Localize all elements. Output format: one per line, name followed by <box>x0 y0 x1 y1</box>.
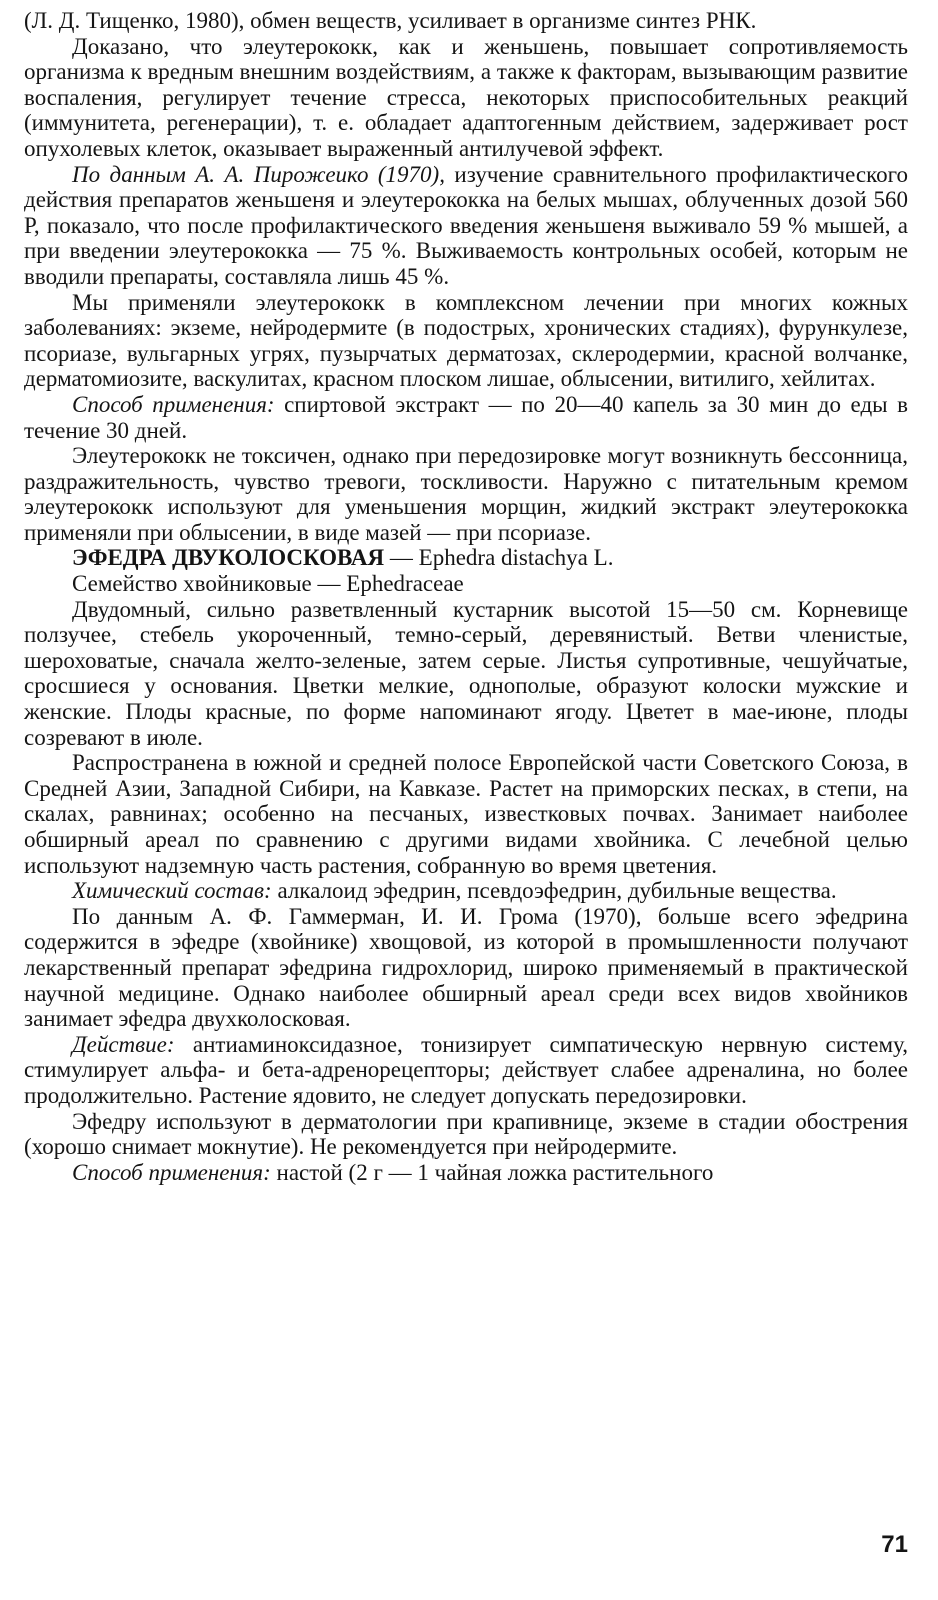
paragraph-usage-eleuthero <box>24 392 908 443</box>
section-heading <box>24 545 908 571</box>
family-line: Семейство хвойниковые — Ephedraceae <box>72 571 464 597</box>
usage-label: Способ применения: <box>72 1159 271 1185</box>
usage-label: Способ применения: <box>72 391 275 417</box>
paragraph-chemistry <box>24 878 908 904</box>
action-label: Действие: <box>72 1031 175 1057</box>
paragraph-text: антиаминоксидазное, тонизирует симпатическую нервную систему, стимулирует альфа- и бета-адренорецепторы; действует слабее адреналина, но более продолжительно. Растение ядовито, не следует допускать передозировки. <box>24 1031 908 1108</box>
paragraph-text: алкалоид эфедрин, псевдоэфедрин, дубильные вещества. <box>271 878 837 904</box>
paragraph-adaptogen: Доказано, что элеутерококк, как и женьшень, повышает сопротивляемость организма к вредным внешним воздействиям, а также к факторам, вызывающим развитие воспаления, регулирует течение стресса, некоторых приспособительных реакций (иммунитета, регенерации), т. е. обладает адаптогенным действием, задерживает рост опухолевых клеток, оказывает выраженный антилучевой эффект. <box>24 33 908 161</box>
heading-separator: — <box>384 545 419 571</box>
chemistry-label: Химический состав: <box>72 878 272 904</box>
paragraph-distribution: Распространена в южной и средней полосе Европейской части Советского Союза, в Средней Азии, Западной Сибири, на Кавказе. Растет на приморских песках, в степи, на скалах, равнинах; особенно на песчаных, известковых почвах. Занимает наиболее обширный ареал по сравнению с другими видами хвойника. С лечебной целью используют надземную часть растения, собранную во время цветения. <box>24 750 908 878</box>
heading-latin-name: Ephedra distachya L. <box>418 545 614 571</box>
paragraph-dermatology: Эфедру используют в дерматологии при крапивнице, экземе в стадии обострения (хорошо снимает мокнутие). Не рекомендуется при нейродермите. <box>24 1108 908 1160</box>
paragraph-radiation-study <box>24 162 908 290</box>
paragraph-ephedrine: По данным А. Ф. Гаммерман, И. И. Грома (1970), больше всего эфедрина содержится в эфедре (хвойнике) хвощовой, из которой в промышленности получают лекарственный препарат эфедрина гидрохлорид, широко применяемый в практической научной медицине. Однако наиболее обширный ареал среди всех видов хвойников занимает эфедра двухколосковая. <box>24 903 908 1032</box>
paragraph-text: изучение сравнительного профилактического действия препаратов женьшеня и элеутерококка на белых мышах, облученных дозой 560 Р, показало, что после профилактического введения женьшеня выживало 59 % мышей, а при введении элеутерококка — 75 %. Выживаемость контрольных особей, которым не вводили препараты, составляла лишь 45 %. <box>24 161 908 289</box>
citation-lead: По данным А. А. Пирожеико (1970), <box>72 161 445 187</box>
paragraph-toxicity: Элеутерококк не токсичен, однако при передозировке могут возникнуть бессонница, раздражительность, чувство тревоги, тоскливости. Наружно с питательным кремом элеутерококк используют для уменьшения морщин, жидкий экстракт элеутерококка применяли при облысении, в виде мазей — при псориазе. <box>24 443 908 545</box>
paragraph-continuation: (Л. Д. Тищенко, 1980), обмен веществ, усиливает в организме синтез РНК. <box>24 8 757 33</box>
paragraph-skin-diseases: Мы применяли элеутерококк в комплексном лечении при многих кожных заболеваниях: экземе, нейродермите (в подострых, хронических стадиях), фурункулезе, псориазе, вульгарных угрях, пузырчатых дерматозах, склеродермии, красной волчанке, дерматомиозите, васкулитах, красном плоском лишае, облысении, витилиго, хейлитах. <box>24 289 908 392</box>
paragraph-text: спиртовой экстракт — по 20—40 капель за 30 мин до еды в течение 30 дней. <box>24 391 908 443</box>
paragraph-text: настой (2 г — 1 чайная ложка растительного <box>270 1159 714 1185</box>
paragraph-action <box>24 1032 908 1109</box>
page-number: 71 <box>881 1531 908 1558</box>
heading-title: ЭФЕДРА ДВУКОЛОСКОВАЯ <box>72 545 385 571</box>
paragraph-usage-ephedra <box>24 1160 908 1186</box>
paragraph-description: Двудомный, сильно разветвленный кустарник высотой 15—50 см. Корневище ползучее, стебель укороченный, темно-серый, деревянистый. Ветви членистые, шероховатые, сначала желто-зеленые, затем серые. Листья супротивные, чешуйчатые, сросшиеся у основания. Цветки мелкие, однополые, образуют колоски мужские и женские. Плоды красные, по форме напоминают ягоду. Цветет в мае-июне, плоды созревают в июле. <box>24 596 908 750</box>
